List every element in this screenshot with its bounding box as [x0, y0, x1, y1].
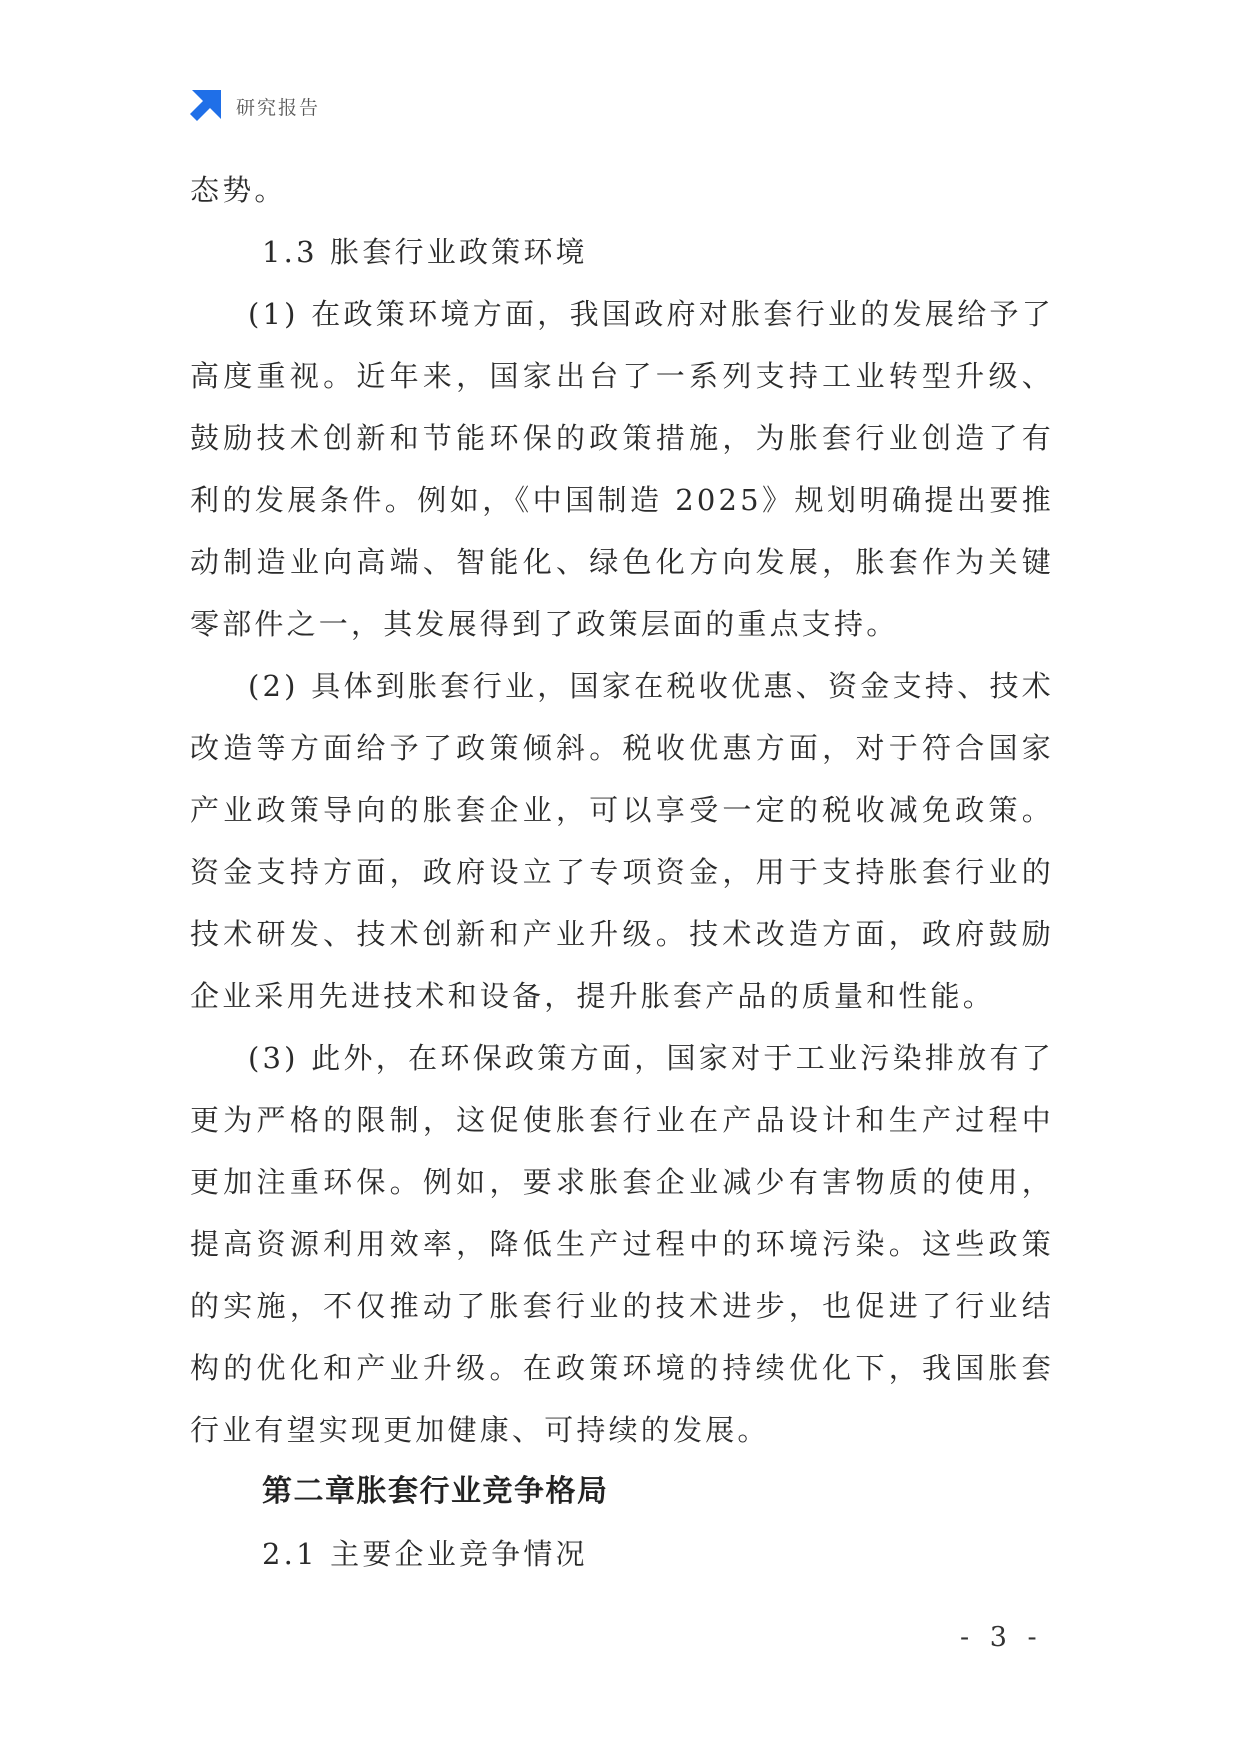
page-number: - 3 -	[960, 1622, 1043, 1653]
continuation-text: 态势。	[190, 173, 287, 207]
section-heading-2-1: 2.1 主要企业竞争情况	[262, 1537, 588, 1571]
arrow-up-right-logo-icon	[188, 89, 222, 123]
paragraph-environmental-policy: (3) 此外，在环保政策方面，国家对于工业污染排放有了更为严格的限制，这促使胀套行业在产品设计和生产过程中更加注重环保。例如，要求胀套企业减少有害物质的使用，提高资源利用效率，降低生产过程中的环境污染。这些政策的实施，不仅推动了胀套行业的技术进步，也促进了行业结构的优化和产业升级。在政策环境的持续优化下，我国胀套行业有望实现更加健康、可持续的发展。	[190, 1041, 1054, 1447]
page-header	[188, 88, 320, 124]
section-heading-1-3: 1.3 胀套行业政策环境	[262, 235, 588, 269]
document-body	[190, 159, 1054, 1585]
paragraph-policy-support: (2) 具体到胀套行业，国家在税收优惠、资金支持、技术改造等方面给予了政策倾斜。税收优惠方面，对于符合国家产业政策导向的胀套企业，可以享受一定的税收减免政策。资金支持方面，政府设立了专项资金，用于支持胀套行业的技术研发、技术创新和产业升级。技术改造方面，政府鼓励企业采用先进技术和设备，提升胀套产品的质量和性能。	[190, 669, 1054, 1013]
chapter-heading-2: 第二章胀套行业竞争格局	[262, 1474, 609, 1509]
paragraph-policy-overview: (1) 在政策环境方面，我国政府对胀套行业的发展给予了高度重视。近年来，国家出台了一系列支持工业转型升级、鼓励技术创新和节能环保的政策措施，为胀套行业创造了有利的发展条件。例如，《中国制造 2025》规划明确提出要推动制造业向高端、智能化、绿色化方向发展，胀套作为关键零部件之一，其发展得到了政策层面的重点支持。	[190, 297, 1054, 641]
header-title: 研究报告	[236, 96, 321, 119]
